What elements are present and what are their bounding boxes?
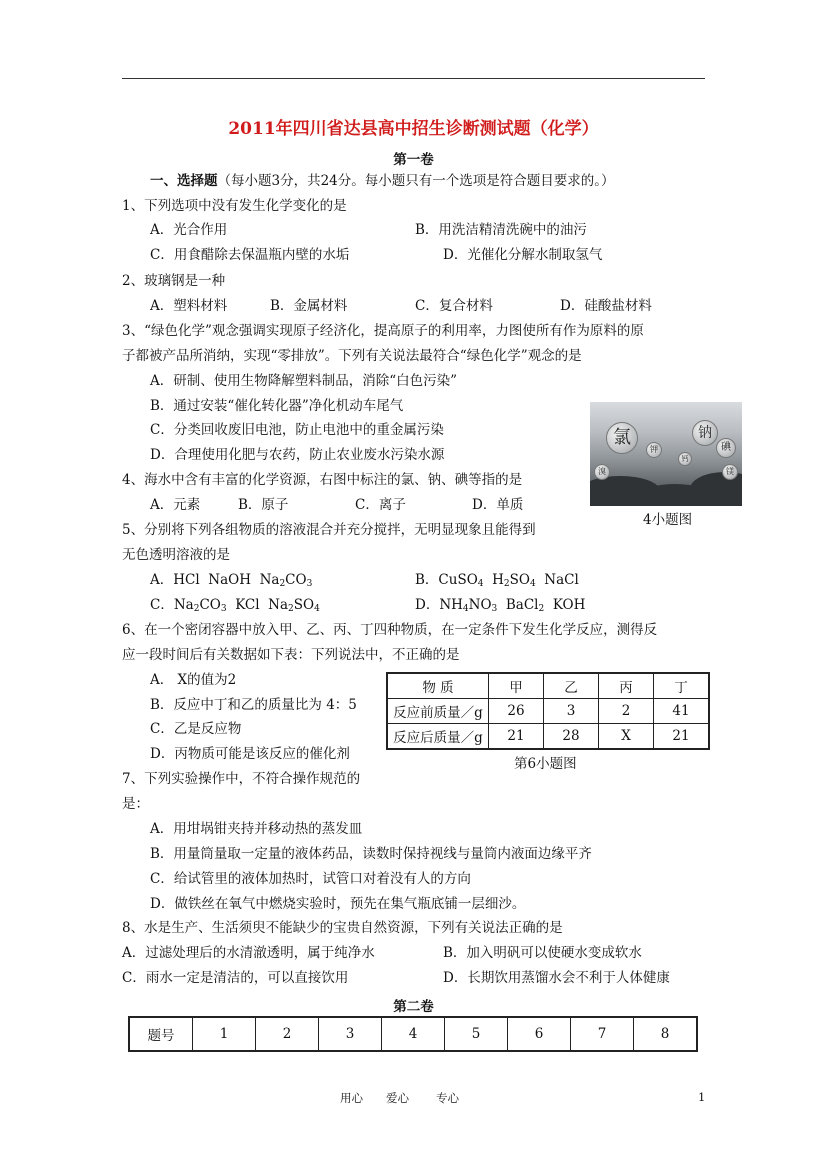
table-cell: 21: [654, 724, 710, 750]
q6-stem-line2: 应一段时间后有关数据如下表：下列说法中，不正确的是: [122, 647, 460, 663]
bubble-potassium: 钾: [646, 442, 662, 458]
part1-heading: 第一卷: [393, 152, 434, 168]
bubble-calcium: 钙: [678, 452, 692, 466]
bubble-sodium: 钠: [692, 420, 718, 446]
answer-table-cell: 6: [508, 1017, 571, 1051]
bubble-iodine: 碘: [716, 438, 736, 458]
answer-table-cell: 2: [256, 1017, 319, 1051]
table-header-cell: 丁: [654, 673, 710, 699]
table-header-cell: 物 质: [387, 673, 489, 699]
q6-option-a: A． X的值为2: [150, 672, 237, 688]
q8-option-a: A．过滤处理后的水清澈透明，属于纯净水: [122, 945, 375, 961]
q2-option-d: D．硅酸盐材料: [560, 298, 652, 314]
answer-table-cell: 7: [571, 1017, 634, 1051]
answer-table-cell: 1: [193, 1017, 256, 1051]
q7-option-d: D．做铁丝在氧气中燃烧实验时，预先在集气瓶底铺一层细沙。: [150, 896, 526, 912]
q5-option-b: B．CuSO$_4$ $H_2SO_4$ NaCl: [415, 572, 579, 589]
q4-stem: 4、海水中含有丰富的化学资源，右图中标注的氯、钠、碘等指的是: [122, 472, 523, 488]
q7-option-a: A．用坩埚钳夹持并移动热的蒸发皿: [150, 821, 363, 837]
q7-option-b: B．用量筒量取一定量的液体药品，读数时保持视线与量筒内液面边缘平齐: [150, 846, 592, 862]
q7-stem-line1: 7、下列实验操作中，不符合操作规范的: [122, 771, 361, 787]
answer-table-cell: 5: [445, 1017, 508, 1051]
table-cell: 反应前质量／g: [387, 699, 489, 724]
q3-option-d: D．合理使用化肥与农药，防止农业废水污染水源: [150, 447, 445, 463]
bubble-chlorine: 氯: [606, 422, 638, 454]
table-row: [387, 673, 709, 699]
answer-table-cell: 4: [382, 1017, 445, 1051]
table-row: [129, 1017, 697, 1051]
answer-table: [128, 1016, 698, 1052]
q1-stem: 1、下列选项中没有发生化学变化的是: [122, 198, 347, 214]
table-cell: 41: [654, 699, 710, 724]
table-header-cell: 丙: [599, 673, 654, 699]
page-number: 1: [698, 1090, 706, 1104]
table-header-cell: 甲: [489, 673, 544, 699]
table-row: [387, 699, 709, 724]
q1-option-a: A．光合作用: [150, 222, 228, 238]
q1-option-b: B．用洗洁精清洗碗中的油污: [415, 222, 587, 238]
footer-middle: 爱心: [386, 1091, 409, 1105]
q6-data-table: [386, 672, 710, 750]
q8-option-d: D．长期饮用蒸馏水会不利于人体健康: [443, 970, 670, 986]
q3-option-b: B．通过安装“催化转化器”净化机动车尾气: [150, 398, 404, 414]
table-header-cell: 乙: [544, 673, 599, 699]
q3-option-c: C．分类回收废旧电池，防止电池中的重金属污染: [150, 422, 444, 438]
q4-figure-caption: 4小题图: [643, 512, 693, 528]
table-cell: 3: [544, 699, 599, 724]
footer-left: 用心: [340, 1091, 363, 1105]
q1-option-c: C．用食醋除去保温瓶内壁的水垢: [150, 247, 350, 263]
q6-table-caption: 第6小题图: [514, 756, 577, 772]
q6-option-b: B．反应中丁和乙的质量比为 4：5: [150, 697, 357, 713]
answer-table-cell: 8: [634, 1017, 698, 1051]
q2-option-a: A．塑料材料: [150, 298, 228, 314]
page-title: 2011年四川省达县高中招生诊断测试题（化学）: [228, 119, 599, 139]
q5-stem-line2: 无色透明溶液的是: [122, 547, 230, 563]
q5-option-a: A．HCl NaOH $Na_2CO_3$: [150, 572, 313, 589]
answer-table-cell: 3: [319, 1017, 382, 1051]
q2-option-b: B．金属材料: [270, 298, 348, 314]
section1-heading: 一、选择题: [150, 173, 218, 189]
bubble-bromine: 溴: [594, 464, 610, 480]
q6-stem-line1: 6、在一个密闭容器中放入甲、乙、丙、丁四种物质，在一定条件下发生化学反应，测得反: [122, 622, 658, 638]
q7-option-c: C．给试管里的液体加热时，试管口对着没有人的方向: [150, 871, 471, 887]
q8-option-c: C．雨水一定是清洁的，可以直接饮用: [122, 970, 349, 986]
q8-stem: 8、水是生产、生活须臾不能缺少的宝贵自然资源，下列有关说法正确的是: [122, 920, 563, 936]
q7-stem-line2: 是：: [122, 796, 149, 812]
q3-option-a: A．研制、使用生物降解塑料制品，消除“白色污染”: [150, 373, 458, 389]
q5-option-d: D．$NH_4NO_3$ BaCl$_2$ KOH: [415, 597, 586, 614]
q4-option-d: D．单质: [472, 497, 524, 513]
q3-stem-line1: 3、“绿色化学”观念强调实现原子经济化，提高原子的利用率，力图使所有作为原料的原: [122, 323, 644, 339]
table-cell: 2: [599, 699, 654, 724]
q5-option-c: C．$Na_2CO_3$ KCl $Na_2SO_4$: [150, 597, 320, 614]
top-rule: [122, 78, 705, 79]
part2-heading: 第二卷: [393, 999, 434, 1015]
q2-option-c: C．复合材料: [415, 298, 493, 314]
answer-table-cell: 题号: [129, 1017, 193, 1051]
q4-option-c: C．离子: [355, 497, 406, 513]
q6-option-d: D．丙物质可能是该反应的催化剂: [150, 746, 350, 762]
q4-option-a: A．元素: [150, 497, 201, 513]
q3-stem-line2: 子都被产品所消纳，实现“零排放”。下列有关说法最符合“绿色化学”观念的是: [122, 348, 582, 364]
seawater-figure: [590, 402, 742, 506]
footer-right: 专心: [436, 1091, 459, 1105]
table-cell: X: [599, 724, 654, 750]
q2-stem: 2、玻璃钢是一种: [122, 273, 226, 289]
section1-line: [150, 172, 615, 190]
table-row: [387, 724, 709, 750]
table-cell: 21: [489, 724, 544, 750]
section1-note: （每小题3分，共24分。每小题只有一个选项是符合题目要求的。）: [217, 173, 615, 189]
table-cell: 28: [544, 724, 599, 750]
table-cell: 反应后质量／g: [387, 724, 489, 750]
q8-option-b: B．加入明矾可以使硬水变成软水: [443, 945, 642, 961]
q1-option-d: D．光催化分解水制取氢气: [443, 247, 603, 263]
bubble-magnesium: 镁: [722, 464, 738, 480]
q4-option-b: B．原子: [238, 497, 289, 513]
q5-stem-line1: 5、分别将下列各组物质的溶液混合并充分搅拌，无明显现象且能得到: [122, 522, 536, 538]
table-cell: 26: [489, 699, 544, 724]
q6-option-c: C．乙是反应物: [150, 721, 242, 737]
